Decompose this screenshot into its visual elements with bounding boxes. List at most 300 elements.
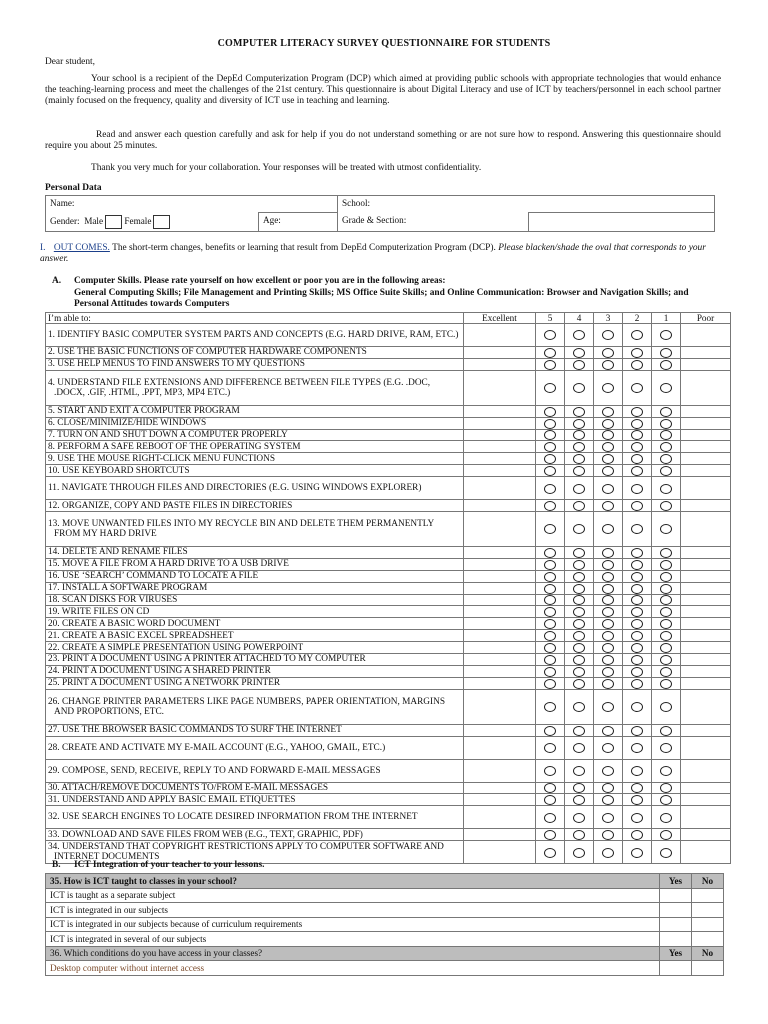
rating-3-oval[interactable] bbox=[602, 643, 614, 653]
rating-2-oval[interactable] bbox=[631, 679, 643, 689]
rating-4-oval[interactable] bbox=[573, 548, 585, 558]
greeting: Dear student, bbox=[45, 57, 95, 67]
yes-cell[interactable] bbox=[660, 917, 692, 932]
rating-5-oval[interactable] bbox=[544, 813, 556, 823]
rating-5-oval[interactable] bbox=[544, 442, 556, 452]
intro-paragraph-2: Read and answer each question carefully and ask for help if you do not understand something or are not sure how to respond. Answering this questionnaire should require you about 25 minutes. bbox=[45, 130, 721, 152]
rating-cell bbox=[652, 405, 681, 417]
rating-1-oval[interactable] bbox=[660, 813, 672, 823]
rating-cell bbox=[652, 630, 681, 642]
skill-item-text: 4. UNDERSTAND FILE EXTENSIONS AND DIFFERENCE BETWEEN FILE TYPES (E.G. .DOC, .DOCX, .GIF, .HTML, .PPT, MP3, MP4 ETC.) bbox=[46, 370, 464, 405]
rating-3-oval[interactable] bbox=[602, 572, 614, 582]
rating-1-oval[interactable] bbox=[660, 679, 672, 689]
male-label: Male bbox=[84, 215, 104, 226]
excellent-cell bbox=[464, 405, 536, 417]
skill-row bbox=[46, 724, 731, 736]
rating-cell bbox=[652, 782, 681, 794]
rating-3-oval[interactable] bbox=[602, 795, 614, 805]
skill-row bbox=[46, 441, 731, 453]
skill-row bbox=[46, 736, 731, 759]
grade-section-field[interactable] bbox=[338, 213, 529, 232]
rating-3-oval[interactable] bbox=[602, 442, 614, 452]
rating-4-oval[interactable] bbox=[573, 766, 585, 776]
rating-cell bbox=[623, 806, 652, 829]
rating-5-oval[interactable] bbox=[544, 419, 556, 429]
rating-5-oval[interactable] bbox=[544, 484, 556, 494]
rating-cell bbox=[594, 630, 623, 642]
rating-1-oval[interactable] bbox=[660, 743, 672, 753]
rating-1-oval[interactable] bbox=[660, 484, 672, 494]
poor-cell bbox=[681, 358, 731, 370]
poor-cell bbox=[681, 665, 731, 677]
rating-1-oval[interactable] bbox=[660, 383, 672, 393]
rating-cell bbox=[565, 417, 594, 429]
rating-2-oval[interactable] bbox=[631, 619, 643, 629]
rating-2-oval[interactable] bbox=[631, 442, 643, 452]
skill-row bbox=[46, 618, 731, 630]
rating-4-oval[interactable] bbox=[573, 407, 585, 417]
rating-5-oval[interactable] bbox=[544, 679, 556, 689]
no-cell[interactable] bbox=[692, 917, 724, 932]
skill-row bbox=[46, 429, 731, 441]
no-header: No bbox=[692, 874, 724, 889]
rating-5-oval[interactable] bbox=[544, 619, 556, 629]
rating-1-oval[interactable] bbox=[660, 643, 672, 653]
rating-2-oval[interactable] bbox=[631, 383, 643, 393]
rating-3-oval[interactable] bbox=[602, 766, 614, 776]
rating-5-oval[interactable] bbox=[544, 430, 556, 440]
rating-3-oval[interactable] bbox=[602, 655, 614, 665]
rating-5-oval[interactable] bbox=[544, 643, 556, 653]
grade-section-label: Grade & Section: bbox=[342, 214, 407, 225]
rating-1-oval[interactable] bbox=[660, 442, 672, 452]
rating-2-oval[interactable] bbox=[631, 548, 643, 558]
yes-cell[interactable] bbox=[660, 903, 692, 918]
poor-cell bbox=[681, 477, 731, 500]
rating-1-oval[interactable] bbox=[660, 726, 672, 736]
rating-3-oval[interactable] bbox=[602, 631, 614, 641]
rating-4-oval[interactable] bbox=[573, 830, 585, 840]
rating-4-oval[interactable] bbox=[573, 466, 585, 476]
skill-item-text: 2. USE THE BASIC FUNCTIONS OF COMPUTER HARDWARE COMPONENTS bbox=[46, 347, 464, 359]
rating-cell bbox=[594, 570, 623, 582]
rating-2-oval[interactable] bbox=[631, 524, 643, 534]
rating-2-oval[interactable] bbox=[631, 643, 643, 653]
rating-cell bbox=[565, 759, 594, 782]
rating-5-oval[interactable] bbox=[544, 524, 556, 534]
poor-cell bbox=[681, 782, 731, 794]
rating-cell bbox=[536, 759, 565, 782]
rating-2-oval[interactable] bbox=[631, 560, 643, 570]
skill-row bbox=[46, 654, 731, 666]
skill-row bbox=[46, 594, 731, 606]
rating-cell bbox=[652, 558, 681, 570]
rating-1-oval[interactable] bbox=[660, 501, 672, 511]
rating-1-oval[interactable] bbox=[660, 830, 672, 840]
rating-5-oval[interactable] bbox=[544, 783, 556, 793]
excellent-cell bbox=[464, 324, 536, 347]
rating-1-oval[interactable] bbox=[660, 430, 672, 440]
rating-cell bbox=[652, 500, 681, 512]
poor-cell bbox=[681, 630, 731, 642]
rating-3-oval[interactable] bbox=[602, 419, 614, 429]
rating-5-oval[interactable] bbox=[544, 667, 556, 677]
yes-cell[interactable] bbox=[660, 888, 692, 903]
rating-cell bbox=[565, 829, 594, 841]
rating-2-oval[interactable] bbox=[631, 466, 643, 476]
poor-cell bbox=[681, 417, 731, 429]
rating-3-oval[interactable] bbox=[602, 430, 614, 440]
skill-row bbox=[46, 347, 731, 359]
rating-cell bbox=[594, 794, 623, 806]
rating-4-oval[interactable] bbox=[573, 795, 585, 805]
rating-1-oval[interactable] bbox=[660, 631, 672, 641]
rating-2-oval[interactable] bbox=[631, 501, 643, 511]
rating-2-oval[interactable] bbox=[631, 795, 643, 805]
rating-4-oval[interactable] bbox=[573, 667, 585, 677]
excellent-cell bbox=[464, 654, 536, 666]
rating-1-oval[interactable] bbox=[660, 795, 672, 805]
rating-1-oval[interactable] bbox=[660, 466, 672, 476]
rating-1-oval[interactable] bbox=[660, 407, 672, 417]
rating-4-oval[interactable] bbox=[573, 643, 585, 653]
rating-3-oval[interactable] bbox=[602, 783, 614, 793]
rating-cell bbox=[594, 665, 623, 677]
rating-cell bbox=[565, 594, 594, 606]
rating-2-oval[interactable] bbox=[631, 830, 643, 840]
rating-cell bbox=[594, 417, 623, 429]
rating-cell bbox=[623, 570, 652, 582]
rating-4-oval[interactable] bbox=[573, 702, 585, 712]
rating-1-oval[interactable] bbox=[660, 766, 672, 776]
rating-2-oval[interactable] bbox=[631, 743, 643, 753]
rating-3-oval[interactable] bbox=[602, 454, 614, 464]
rating-4-oval[interactable] bbox=[573, 655, 585, 665]
rating-4-oval[interactable] bbox=[573, 360, 585, 370]
rating-5-oval[interactable] bbox=[544, 830, 556, 840]
rating-cell bbox=[565, 512, 594, 547]
rating-2-oval[interactable] bbox=[631, 783, 643, 793]
rating-4-oval[interactable] bbox=[573, 848, 585, 858]
skill-row bbox=[46, 500, 731, 512]
rating-3-oval[interactable] bbox=[602, 679, 614, 689]
yes-cell[interactable] bbox=[660, 961, 692, 976]
excellent-cell bbox=[464, 358, 536, 370]
poor-cell bbox=[681, 677, 731, 689]
rating-2-oval[interactable] bbox=[631, 484, 643, 494]
rating-cell bbox=[623, 370, 652, 405]
no-cell[interactable] bbox=[692, 903, 724, 918]
skill-row bbox=[46, 794, 731, 806]
rating-1-oval[interactable] bbox=[660, 702, 672, 712]
rating-cell bbox=[623, 794, 652, 806]
rating-cell bbox=[565, 630, 594, 642]
rating-5-oval[interactable] bbox=[544, 743, 556, 753]
male-checkbox[interactable] bbox=[105, 215, 122, 229]
rating-4-oval[interactable] bbox=[573, 743, 585, 753]
age-label: Age: bbox=[263, 215, 281, 225]
rating-cell bbox=[536, 477, 565, 500]
skill-item-text: 24. PRINT A DOCUMENT USING A SHARED PRINTER bbox=[46, 665, 464, 677]
rating-4-oval[interactable] bbox=[573, 813, 585, 823]
rating-cell bbox=[536, 736, 565, 759]
rating-3-oval[interactable] bbox=[602, 407, 614, 417]
rating-cell bbox=[594, 736, 623, 759]
no-cell[interactable] bbox=[692, 888, 724, 903]
rating-3-oval[interactable] bbox=[602, 619, 614, 629]
rating-4-oval[interactable] bbox=[573, 419, 585, 429]
skill-item-text: 17. INSTALL A SOFTWARE PROGRAM bbox=[46, 582, 464, 594]
rating-2-oval[interactable] bbox=[631, 766, 643, 776]
female-label: Female bbox=[124, 215, 152, 226]
rating-5-oval[interactable] bbox=[544, 631, 556, 641]
rating-2-oval[interactable] bbox=[631, 848, 643, 858]
rating-3-oval[interactable] bbox=[602, 524, 614, 534]
rating-4-oval[interactable] bbox=[573, 619, 585, 629]
rating-cell bbox=[652, 806, 681, 829]
rating-2-oval[interactable] bbox=[631, 330, 643, 340]
rating-5-oval[interactable] bbox=[544, 795, 556, 805]
rating-cell bbox=[536, 547, 565, 559]
rating-2-oval[interactable] bbox=[631, 348, 643, 358]
rating-2-oval[interactable] bbox=[631, 595, 643, 605]
poor-cell bbox=[681, 582, 731, 594]
poor-cell bbox=[681, 794, 731, 806]
rating-cell bbox=[565, 665, 594, 677]
rating-1-oval[interactable] bbox=[660, 348, 672, 358]
skill-item-text: 18. SCAN DISKS FOR VIRUSES bbox=[46, 594, 464, 606]
rating-cell bbox=[594, 547, 623, 559]
rating-1-oval[interactable] bbox=[660, 560, 672, 570]
rating-cell bbox=[536, 500, 565, 512]
rating-cell bbox=[565, 841, 594, 864]
rating-1-oval[interactable] bbox=[660, 524, 672, 534]
ict-option-text: Desktop computer without internet access bbox=[46, 961, 660, 976]
rating-5-oval[interactable] bbox=[544, 330, 556, 340]
rating-2-oval[interactable] bbox=[631, 631, 643, 641]
rating-cell bbox=[652, 512, 681, 547]
rating-cell bbox=[652, 582, 681, 594]
rating-cell bbox=[594, 806, 623, 829]
skill-item-text: 21. CREATE A BASIC EXCEL SPREADSHEET bbox=[46, 630, 464, 642]
age-field[interactable] bbox=[259, 213, 338, 232]
rating-cell bbox=[565, 429, 594, 441]
poor-cell bbox=[681, 558, 731, 570]
rating-cell bbox=[536, 558, 565, 570]
rating-cell bbox=[623, 324, 652, 347]
rating-3-oval[interactable] bbox=[602, 560, 614, 570]
rating-2-oval[interactable] bbox=[631, 454, 643, 464]
rating-3-oval[interactable] bbox=[602, 848, 614, 858]
rating-3-oval[interactable] bbox=[602, 584, 614, 594]
rating-4-oval[interactable] bbox=[573, 454, 585, 464]
rating-2-oval[interactable] bbox=[631, 813, 643, 823]
rating-1-oval[interactable] bbox=[660, 848, 672, 858]
skill-item-text: 15. MOVE A FILE FROM A HARD DRIVE TO A USB DRIVE bbox=[46, 558, 464, 570]
rating-4-oval[interactable] bbox=[573, 783, 585, 793]
rating-cell bbox=[652, 794, 681, 806]
rating-3-oval[interactable] bbox=[602, 830, 614, 840]
skill-item-text: 13. MOVE UNWANTED FILES INTO MY RECYCLE BIN AND DELETE THEM PERMANENTLY FROM MY HARD DRIVE bbox=[46, 512, 464, 547]
question-35-header bbox=[46, 874, 724, 889]
section-1-heading: OUT COMES. bbox=[53, 243, 110, 253]
skill-item-text: 6. CLOSE/MINIMIZE/HIDE WINDOWS bbox=[46, 417, 464, 429]
computer-skills-table bbox=[45, 312, 731, 864]
rating-5-oval[interactable] bbox=[544, 383, 556, 393]
rating-cell bbox=[536, 358, 565, 370]
skill-row bbox=[46, 465, 731, 477]
rating-2-oval[interactable] bbox=[631, 607, 643, 617]
rating-4-oval[interactable] bbox=[573, 501, 585, 511]
rating-5-oval[interactable] bbox=[544, 360, 556, 370]
rating-2-oval[interactable] bbox=[631, 702, 643, 712]
school-field[interactable] bbox=[338, 196, 715, 213]
rating-3-oval[interactable] bbox=[602, 667, 614, 677]
rating-5-oval[interactable] bbox=[544, 655, 556, 665]
rating-4-oval[interactable] bbox=[573, 631, 585, 641]
rating-cell bbox=[623, 782, 652, 794]
rating-4-oval[interactable] bbox=[573, 442, 585, 452]
rating-3-oval[interactable] bbox=[602, 330, 614, 340]
rating-4-oval[interactable] bbox=[573, 595, 585, 605]
rating-1-oval[interactable] bbox=[660, 360, 672, 370]
rating-3-oval[interactable] bbox=[602, 595, 614, 605]
rating-3-oval[interactable] bbox=[602, 484, 614, 494]
rating-cell bbox=[565, 570, 594, 582]
excellent-cell bbox=[464, 606, 536, 618]
rating-4-oval[interactable] bbox=[573, 560, 585, 570]
rating-2-oval[interactable] bbox=[631, 726, 643, 736]
rating-cell bbox=[536, 512, 565, 547]
rating-5-oval[interactable] bbox=[544, 407, 556, 417]
rating-4-oval[interactable] bbox=[573, 607, 585, 617]
rating-1-oval[interactable] bbox=[660, 783, 672, 793]
excellent-cell bbox=[464, 417, 536, 429]
poor-cell bbox=[681, 453, 731, 465]
rating-3-oval[interactable] bbox=[602, 360, 614, 370]
rating-4-oval[interactable] bbox=[573, 726, 585, 736]
rating-cell bbox=[652, 570, 681, 582]
rating-1-oval[interactable] bbox=[660, 655, 672, 665]
rating-2-oval[interactable] bbox=[631, 407, 643, 417]
rating-2-oval[interactable] bbox=[631, 667, 643, 677]
rating-3-oval[interactable] bbox=[602, 743, 614, 753]
rating-cell bbox=[623, 465, 652, 477]
rating-1-oval[interactable] bbox=[660, 619, 672, 629]
rating-2-oval[interactable] bbox=[631, 430, 643, 440]
ict-option-row bbox=[46, 903, 724, 918]
rating-4-oval[interactable] bbox=[573, 572, 585, 582]
excellent-cell bbox=[464, 477, 536, 500]
rating-cell bbox=[594, 429, 623, 441]
rating-cell bbox=[623, 606, 652, 618]
rating-cell bbox=[536, 630, 565, 642]
rating-3-oval[interactable] bbox=[602, 702, 614, 712]
rating-5-oval[interactable] bbox=[544, 454, 556, 464]
rating-2-oval[interactable] bbox=[631, 360, 643, 370]
rating-3-oval[interactable] bbox=[602, 466, 614, 476]
rating-cell bbox=[623, 453, 652, 465]
grade-section-value[interactable] bbox=[529, 213, 715, 232]
rating-4-oval[interactable] bbox=[573, 348, 585, 358]
rating-3-oval[interactable] bbox=[602, 813, 614, 823]
rating-3-oval[interactable] bbox=[602, 607, 614, 617]
skill-item-text: 31. UNDERSTAND AND APPLY BASIC EMAIL ETIQUETTES bbox=[46, 794, 464, 806]
skill-row bbox=[46, 417, 731, 429]
no-cell[interactable] bbox=[692, 961, 724, 976]
skill-row bbox=[46, 570, 731, 582]
rating-5-oval[interactable] bbox=[544, 766, 556, 776]
rating-5-oval[interactable] bbox=[544, 584, 556, 594]
rating-5-oval[interactable] bbox=[544, 726, 556, 736]
rating-5-oval[interactable] bbox=[544, 607, 556, 617]
rating-4-oval[interactable] bbox=[573, 330, 585, 340]
rating-cell bbox=[594, 642, 623, 654]
rating-3-oval[interactable] bbox=[602, 383, 614, 393]
rating-4-oval[interactable] bbox=[573, 383, 585, 393]
rating-4-oval[interactable] bbox=[573, 584, 585, 594]
rating-5-oval[interactable] bbox=[544, 548, 556, 558]
no-cell[interactable] bbox=[692, 932, 724, 947]
skill-row bbox=[46, 677, 731, 689]
rating-cell bbox=[536, 841, 565, 864]
rating-3-oval[interactable] bbox=[602, 501, 614, 511]
rating-2-oval[interactable] bbox=[631, 419, 643, 429]
rating-1-oval[interactable] bbox=[660, 584, 672, 594]
rating-cell bbox=[536, 370, 565, 405]
rating-5-oval[interactable] bbox=[544, 595, 556, 605]
rating-1-oval[interactable] bbox=[660, 572, 672, 582]
rating-3-oval[interactable] bbox=[602, 348, 614, 358]
rating-3-oval[interactable] bbox=[602, 548, 614, 558]
rating-cell bbox=[536, 453, 565, 465]
name-field[interactable] bbox=[46, 196, 338, 213]
rating-cell bbox=[536, 665, 565, 677]
rating-2-oval[interactable] bbox=[631, 572, 643, 582]
rating-1-oval[interactable] bbox=[660, 454, 672, 464]
rating-4-oval[interactable] bbox=[573, 484, 585, 494]
rating-5-oval[interactable] bbox=[544, 572, 556, 582]
rating-1-oval[interactable] bbox=[660, 548, 672, 558]
rating-4-oval[interactable] bbox=[573, 524, 585, 534]
page-title: COMPUTER LITERACY SURVEY QUESTIONNAIRE FOR STUDENTS bbox=[217, 38, 551, 49]
rating-cell bbox=[652, 759, 681, 782]
skill-row bbox=[46, 665, 731, 677]
rating-5-oval[interactable] bbox=[544, 560, 556, 570]
section-a-letter: A. bbox=[52, 276, 62, 286]
yes-cell[interactable] bbox=[660, 932, 692, 947]
female-checkbox[interactable] bbox=[153, 215, 170, 229]
rating-5-oval[interactable] bbox=[544, 348, 556, 358]
rating-1-oval[interactable] bbox=[660, 607, 672, 617]
rating-1-oval[interactable] bbox=[660, 419, 672, 429]
rating-4-oval[interactable] bbox=[573, 679, 585, 689]
rating-3-oval[interactable] bbox=[602, 726, 614, 736]
rating-5-oval[interactable] bbox=[544, 501, 556, 511]
rating-cell bbox=[565, 358, 594, 370]
rating-1-oval[interactable] bbox=[660, 667, 672, 677]
rating-1-oval[interactable] bbox=[660, 330, 672, 340]
rating-4-oval[interactable] bbox=[573, 430, 585, 440]
rating-5-oval[interactable] bbox=[544, 702, 556, 712]
rating-cell bbox=[623, 618, 652, 630]
rating-2-oval[interactable] bbox=[631, 584, 643, 594]
rating-5-oval[interactable] bbox=[544, 466, 556, 476]
rating-2-oval[interactable] bbox=[631, 655, 643, 665]
rating-5-oval[interactable] bbox=[544, 848, 556, 858]
rating-cell bbox=[623, 724, 652, 736]
rating-1-oval[interactable] bbox=[660, 595, 672, 605]
